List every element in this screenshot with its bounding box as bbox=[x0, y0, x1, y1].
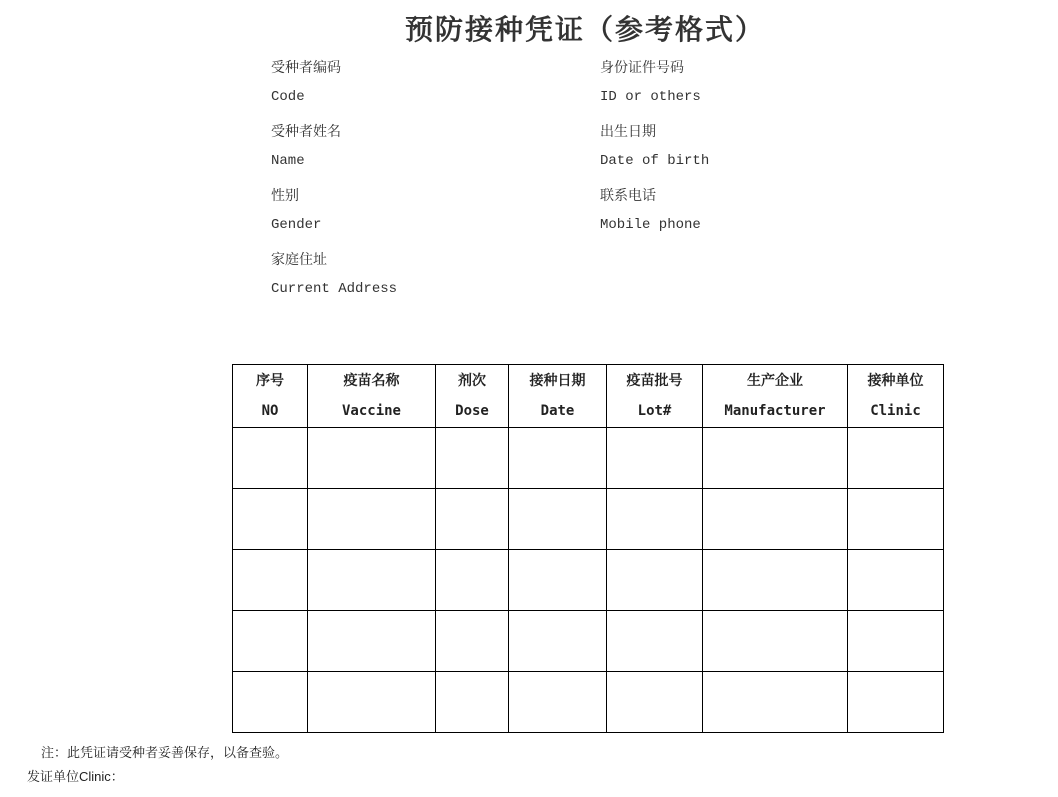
table-cell bbox=[607, 672, 703, 733]
gender-label-en: Gender bbox=[271, 217, 322, 233]
phone-label-cn: 联系电话 bbox=[600, 189, 656, 205]
table-cell bbox=[436, 489, 509, 550]
table-row bbox=[233, 672, 944, 733]
id-label-en: ID or others bbox=[600, 89, 701, 105]
table-row bbox=[233, 550, 944, 611]
document-title: 预防接种凭证（参考格式） bbox=[404, 13, 765, 46]
column-header-lot bbox=[607, 365, 703, 428]
table-cell bbox=[607, 550, 703, 611]
table-row bbox=[233, 489, 944, 550]
column-header-date bbox=[509, 365, 607, 428]
code-label-en: Code bbox=[271, 89, 305, 105]
column-header-no bbox=[233, 365, 308, 428]
column-header-cn: 接种日期 bbox=[529, 373, 586, 389]
column-header-cn: 疫苗批号 bbox=[626, 373, 683, 389]
column-header-cn: 生产企业 bbox=[747, 373, 803, 389]
column-header-cn: 剂次 bbox=[458, 373, 486, 389]
table-row bbox=[233, 428, 944, 489]
table-cell bbox=[848, 611, 944, 672]
column-header-en: NO bbox=[261, 403, 279, 419]
table-cell bbox=[233, 611, 308, 672]
table-cell bbox=[436, 672, 509, 733]
table-cell bbox=[308, 428, 436, 489]
column-header-cn: 疫苗名称 bbox=[343, 373, 400, 389]
table-cell bbox=[509, 550, 607, 611]
column-header-clinic bbox=[848, 365, 944, 428]
table-cell bbox=[607, 489, 703, 550]
table-cell bbox=[509, 489, 607, 550]
id-label-cn: 身份证件号码 bbox=[600, 61, 684, 77]
name-label-cn: 受种者姓名 bbox=[271, 125, 341, 141]
vaccination-record-table bbox=[232, 364, 944, 733]
table-cell bbox=[436, 611, 509, 672]
table-cell bbox=[607, 611, 703, 672]
footer-note: 注：此凭证请受种者妥善保存，以备查验。 bbox=[41, 745, 289, 760]
column-header-dose bbox=[436, 365, 509, 428]
code-label-cn: 受种者编码 bbox=[271, 61, 341, 77]
table-cell bbox=[233, 428, 308, 489]
column-header-manufacturer bbox=[703, 365, 848, 428]
table-cell bbox=[848, 550, 944, 611]
gender-label-cn: 性别 bbox=[271, 189, 299, 205]
table-cell bbox=[436, 550, 509, 611]
table-row bbox=[233, 611, 944, 672]
name-label-en: Name bbox=[271, 153, 305, 169]
table-cell bbox=[848, 672, 944, 733]
column-header-cn: 接种单位 bbox=[867, 373, 924, 389]
table-cell bbox=[436, 428, 509, 489]
table-cell bbox=[233, 550, 308, 611]
table-header-row bbox=[233, 365, 944, 428]
table-cell bbox=[848, 489, 944, 550]
table-cell bbox=[509, 428, 607, 489]
column-header-en: Date bbox=[540, 403, 575, 419]
phone-label-en: Mobile phone bbox=[600, 217, 701, 233]
column-header-en: Clinic bbox=[870, 403, 921, 419]
column-header-en: Dose bbox=[455, 403, 489, 419]
table-cell bbox=[308, 611, 436, 672]
table-cell bbox=[233, 672, 308, 733]
table-cell bbox=[703, 428, 848, 489]
table-cell bbox=[233, 489, 308, 550]
dob-label-cn: 出生日期 bbox=[600, 125, 656, 141]
column-header-en: Manufacturer bbox=[724, 403, 826, 419]
column-header-cn: 序号 bbox=[256, 373, 284, 389]
column-header-en: Vaccine bbox=[341, 403, 401, 419]
address-label-cn: 家庭住址 bbox=[271, 253, 327, 269]
table-cell bbox=[848, 428, 944, 489]
issuing-clinic-label: 发证单位Clinic： bbox=[27, 769, 124, 784]
table-cell bbox=[509, 611, 607, 672]
table-cell bbox=[308, 672, 436, 733]
column-header-en: Lot# bbox=[637, 403, 672, 419]
dob-label-en: Date of birth bbox=[600, 153, 710, 169]
table-cell bbox=[509, 672, 607, 733]
table-cell bbox=[703, 550, 848, 611]
table-cell bbox=[703, 489, 848, 550]
table-cell bbox=[607, 428, 703, 489]
table-cell bbox=[703, 672, 848, 733]
table-cell bbox=[703, 611, 848, 672]
table-cell bbox=[308, 489, 436, 550]
table-cell bbox=[308, 550, 436, 611]
column-header-vaccine bbox=[308, 365, 436, 428]
address-label-en: Current Address bbox=[271, 281, 398, 297]
